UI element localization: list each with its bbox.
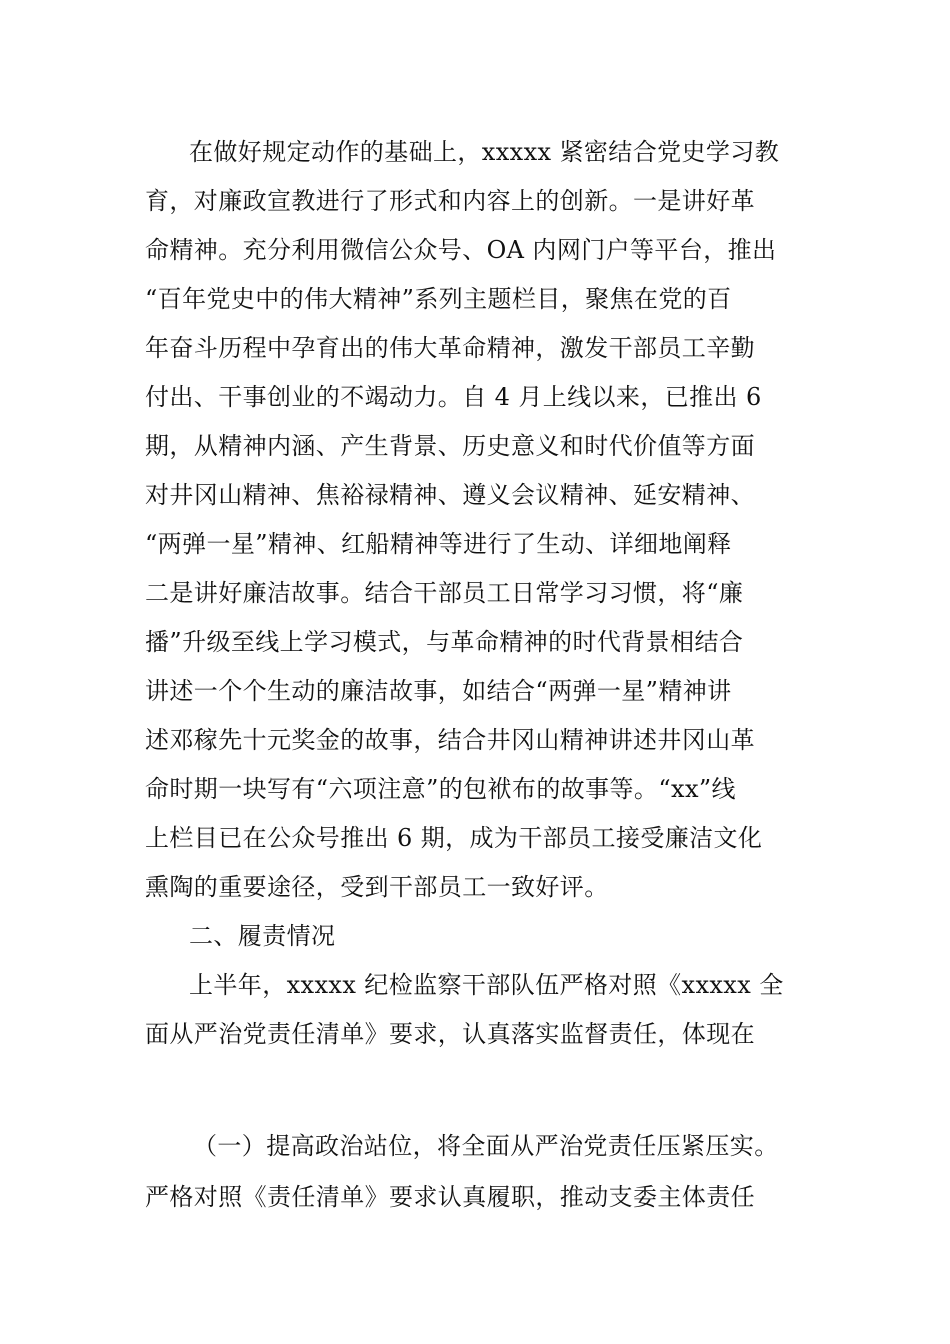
- paragraph-1-line-1: 在做好规定动作的基础上，xxxxx 紧密结合党史学习教: [189, 138, 780, 166]
- paragraph-1-line-5: 年奋斗历程中孕育出的伟大革命精神，激发干部员工辛勤: [145, 334, 755, 362]
- paragraph-1-line-7: 期，从精神内涵、产生背景、历史意义和时代价值等方面: [145, 432, 755, 460]
- paragraph-1-line-2: 育，对廉政宣教进行了形式和内容上的创新。一是讲好革: [145, 187, 755, 215]
- paragraph-1-line-10: 二是讲好廉洁故事。结合干部员工日常学习习惯，将“廉: [145, 579, 744, 607]
- paragraph-3-line-2: 严格对照《责任清单》要求认真履职，推动支委主体责任: [145, 1183, 755, 1211]
- paragraph-1-line-3: 命精神。充分利用微信公众号、OA 内网门户等平台，推出: [145, 236, 777, 264]
- paragraph-1-line-4: “百年党史中的伟大精神”系列主题栏目，聚焦在党的百: [145, 285, 732, 313]
- paragraph-1-line-9: “两弹一星”精神、红船精神等进行了生动、详细地阐释: [145, 530, 732, 558]
- paragraph-1-line-15: 上栏目已在公众号推出 6 期，成为干部员工接受廉洁文化: [145, 824, 763, 852]
- paragraph-1-line-8: 对井冈山精神、焦裕禄精神、遵义会议精神、延安精神、: [145, 481, 755, 509]
- paragraph-3-line-1: （一）提高政治站位，将全面从严治党责任压紧压实。: [193, 1132, 779, 1160]
- paragraph-2-line-1: 上半年，xxxxx 纪检监察干部队伍严格对照《xxxxx 全: [189, 971, 784, 999]
- section-heading-2: 二、履责情况: [189, 922, 336, 950]
- paragraph-1-line-16: 熏陶的重要途径，受到干部员工一致好评。: [145, 873, 609, 901]
- paragraph-1-line-6: 付出、干事创业的不竭动力。自 4 月上线以来，已推出 6: [145, 383, 762, 411]
- paragraph-1-line-12: 讲述一个个生动的廉洁故事，如结合“两弹一星”精神讲: [145, 677, 732, 705]
- paragraph-1-line-14: 命时期一块写有“六项注意”的包袱布的故事等。“xx”线: [145, 775, 736, 803]
- paragraph-1-line-11: 播”升级至线上学习模式，与革命精神的时代背景相结合: [145, 628, 744, 656]
- paragraph-1-line-13: 述邓稼先十元奖金的故事，结合井冈山精神讲述井冈山革: [145, 726, 755, 754]
- paragraph-2-line-2: 面从严治党责任清单》要求，认真落实监督责任，体现在: [145, 1020, 755, 1048]
